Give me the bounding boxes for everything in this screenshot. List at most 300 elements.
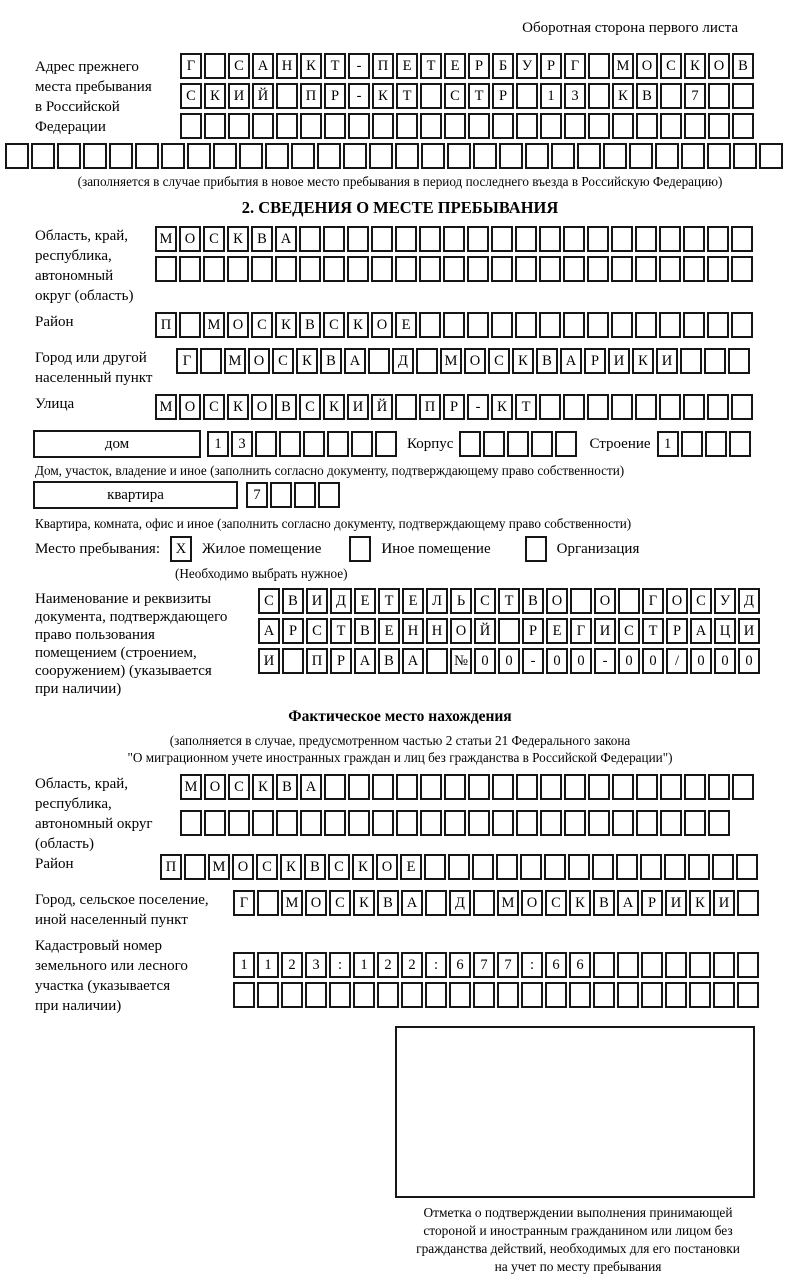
- grid-cell: [587, 226, 609, 252]
- grid-cell: К: [512, 348, 534, 374]
- stay-type-label: Место пребывания:: [35, 540, 160, 557]
- grid-cell: [563, 394, 585, 420]
- grid-cell: [516, 774, 538, 800]
- grid-cell: [588, 810, 610, 836]
- grid-cell: К: [227, 394, 249, 420]
- stay-option-organization-checkbox: [525, 536, 547, 562]
- grid-cell: [371, 226, 393, 252]
- grid-cell: [317, 143, 341, 169]
- grid-cell: Р: [282, 618, 304, 644]
- grid-cell: [611, 226, 633, 252]
- grid-cell: Р: [492, 83, 514, 109]
- grid-cell: 0: [546, 648, 568, 674]
- grid-cell: [371, 256, 393, 282]
- grid-cell: Р: [540, 53, 562, 79]
- grid-cell: В: [251, 226, 273, 252]
- grid-cell: [563, 312, 585, 338]
- grid-cell: [515, 312, 537, 338]
- grid-cell: [473, 890, 495, 916]
- grid-cell: Н: [402, 618, 424, 644]
- grid-cell: [737, 890, 759, 916]
- grid-cell: Г: [564, 53, 586, 79]
- grid-cell: [279, 431, 301, 457]
- grid-cell: [688, 854, 710, 880]
- document-label: Наименование и реквизиты документа, подтверждающего право пользования помещением (строением, сооружением) (указывается при наличии): [35, 591, 228, 697]
- grid-cell: К: [275, 312, 297, 338]
- house-note: Дом, участок, владение и иное (заполнить согласно документу, подтверждающему право собственности): [35, 463, 625, 478]
- prev-address-label: Адрес прежнего места пребывания в Российской Федерации: [35, 59, 152, 135]
- grid-cell: 0: [690, 648, 712, 674]
- grid-cell: [275, 256, 297, 282]
- grid-cell: А: [401, 890, 423, 916]
- grid-cell: О: [179, 226, 201, 252]
- cadastral-grid-row-1: [233, 952, 759, 978]
- grid-cell: [515, 226, 537, 252]
- grid-cell: 0: [618, 648, 640, 674]
- grid-cell: П: [372, 53, 394, 79]
- stay-option-other-label: Иное помещение: [381, 540, 491, 557]
- grid-cell: [587, 256, 609, 282]
- grid-cell: Д: [449, 890, 471, 916]
- grid-cell: -: [522, 648, 544, 674]
- grid-cell: [499, 143, 523, 169]
- grid-cell: [665, 952, 687, 978]
- grid-cell: И: [713, 890, 735, 916]
- grid-cell: [708, 83, 730, 109]
- grid-cell: К: [347, 312, 369, 338]
- grid-cell: [270, 482, 292, 508]
- korpus-label: Корпус: [407, 436, 454, 452]
- grid-cell: К: [684, 53, 706, 79]
- grid-cell: С: [203, 394, 225, 420]
- grid-cell: [593, 952, 615, 978]
- grid-cell: [564, 113, 586, 139]
- grid-cell: [83, 143, 107, 169]
- grid-cell: Н: [426, 618, 448, 644]
- grid-cell: [251, 256, 273, 282]
- grid-cell: [708, 810, 730, 836]
- grid-cell: [587, 312, 609, 338]
- grid-cell: [689, 952, 711, 978]
- grid-cell: Г: [233, 890, 255, 916]
- grid-cell: 0: [714, 648, 736, 674]
- grid-cell: 1: [540, 83, 562, 109]
- district-grid-row: [155, 312, 753, 338]
- grid-cell: [737, 952, 759, 978]
- grid-cell: [569, 982, 591, 1008]
- grid-cell: С: [299, 394, 321, 420]
- grid-cell: [448, 854, 470, 880]
- grid-cell: Е: [396, 53, 418, 79]
- grid-cell: [732, 113, 754, 139]
- grid-cell: [420, 774, 442, 800]
- grid-cell: У: [714, 588, 736, 614]
- grid-cell: [729, 431, 751, 457]
- grid-cell: Г: [176, 348, 198, 374]
- grid-cell: В: [378, 648, 400, 674]
- actual-city-grid-row: [233, 890, 759, 916]
- grid-cell: 1: [257, 952, 279, 978]
- confirmation-caption: Отметка о подтверждении выполнения принимающей стороной и иностранным гражданином или лицом без гражданства действий, необходимых для его постановки на учет по месту пребывания: [416, 1205, 740, 1274]
- grid-cell: О: [708, 53, 730, 79]
- grid-cell: [257, 982, 279, 1008]
- grid-cell: П: [306, 648, 328, 674]
- grid-cell: [707, 256, 729, 282]
- grid-cell: Е: [546, 618, 568, 644]
- grid-cell: М: [224, 348, 246, 374]
- grid-cell: [660, 113, 682, 139]
- actual-region-block: [0, 774, 800, 854]
- grid-cell: Т: [324, 53, 346, 79]
- grid-cell: О: [636, 53, 658, 79]
- grid-cell: [300, 810, 322, 836]
- grid-cell: [179, 312, 201, 338]
- grid-cell: [343, 143, 367, 169]
- grid-cell: [377, 982, 399, 1008]
- grid-cell: [161, 143, 185, 169]
- grid-cell: [733, 143, 757, 169]
- grid-cell: [425, 982, 447, 1008]
- grid-cell: [525, 143, 549, 169]
- grid-cell: Р: [584, 348, 606, 374]
- grid-cell: [318, 482, 340, 508]
- grid-cell: [659, 256, 681, 282]
- grid-cell: [759, 143, 783, 169]
- grid-cell: [707, 226, 729, 252]
- grid-cell: [491, 226, 513, 252]
- grid-cell: С: [203, 226, 225, 252]
- grid-cell: [323, 226, 345, 252]
- grid-cell: О: [666, 588, 688, 614]
- grid-cell: 2: [281, 952, 303, 978]
- grid-cell: [426, 648, 448, 674]
- grid-cell: [659, 226, 681, 252]
- grid-cell: А: [252, 53, 274, 79]
- grid-cell: 1: [353, 952, 375, 978]
- grid-cell: Е: [400, 854, 422, 880]
- grid-cell: [444, 774, 466, 800]
- grid-cell: Т: [378, 588, 400, 614]
- grid-cell: 3: [231, 431, 253, 457]
- grid-cell: М: [155, 394, 177, 420]
- prev-address-grid-row-3: [180, 113, 754, 139]
- grid-cell: [443, 226, 465, 252]
- grid-cell: [592, 854, 614, 880]
- grid-cell: [180, 810, 202, 836]
- grid-cell: И: [594, 618, 616, 644]
- grid-cell: [683, 226, 705, 252]
- grid-cell: -: [467, 394, 489, 420]
- grid-cell: [299, 256, 321, 282]
- document-grid-row-3: [258, 648, 760, 674]
- grid-cell: [472, 854, 494, 880]
- grid-cell: [184, 854, 206, 880]
- grid-cell: [372, 810, 394, 836]
- grid-cell: Р: [641, 890, 663, 916]
- grid-cell: С: [180, 83, 202, 109]
- prev-address-block: [0, 53, 800, 143]
- section2-title: 2. СВЕДЕНИЯ О МЕСТЕ ПРЕБЫВАНИЯ: [241, 198, 559, 217]
- grid-cell: М: [281, 890, 303, 916]
- grid-cell: [545, 982, 567, 1008]
- grid-cell: И: [656, 348, 678, 374]
- grid-cell: О: [546, 588, 568, 614]
- grid-cell: [252, 113, 274, 139]
- grid-cell: Т: [642, 618, 664, 644]
- grid-cell: [109, 143, 133, 169]
- grid-cell: [5, 143, 29, 169]
- grid-cell: И: [608, 348, 630, 374]
- grid-cell: [419, 226, 441, 252]
- grid-cell: [683, 394, 705, 420]
- grid-cell: [401, 982, 423, 1008]
- grid-cell: [492, 113, 514, 139]
- grid-cell: Ь: [450, 588, 472, 614]
- grid-cell: [539, 312, 561, 338]
- grid-cell: [507, 431, 529, 457]
- grid-cell: А: [258, 618, 280, 644]
- grid-cell: Н: [276, 53, 298, 79]
- stroenie-grid: [657, 431, 751, 457]
- grid-cell: И: [665, 890, 687, 916]
- grid-cell: [636, 810, 658, 836]
- grid-cell: [444, 113, 466, 139]
- grid-cell: А: [275, 226, 297, 252]
- grid-cell: 1: [233, 952, 255, 978]
- grid-cell: [659, 312, 681, 338]
- grid-cell: [731, 226, 753, 252]
- grid-cell: Т: [330, 618, 352, 644]
- grid-cell: 0: [570, 648, 592, 674]
- stay-option-other-checkbox: [349, 536, 371, 562]
- grid-cell: [347, 226, 369, 252]
- grid-cell: [496, 854, 518, 880]
- grid-cell: [444, 810, 466, 836]
- grid-cell: [421, 143, 445, 169]
- grid-cell: С: [444, 83, 466, 109]
- grid-cell: К: [632, 348, 654, 374]
- grid-cell: :: [329, 952, 351, 978]
- street-grid-row: [155, 394, 753, 420]
- grid-cell: [570, 588, 592, 614]
- grid-cell: В: [299, 312, 321, 338]
- grid-cell: Р: [468, 53, 490, 79]
- grid-cell: Р: [324, 83, 346, 109]
- grid-cell: [467, 256, 489, 282]
- grid-cell: Т: [515, 394, 537, 420]
- grid-cell: [396, 810, 418, 836]
- grid-cell: О: [179, 394, 201, 420]
- grid-cell: Р: [443, 394, 465, 420]
- grid-cell: В: [593, 890, 615, 916]
- grid-cell: [449, 982, 471, 1008]
- grid-cell: О: [204, 774, 226, 800]
- grid-cell: [443, 312, 465, 338]
- grid-cell: Ц: [714, 618, 736, 644]
- grid-cell: О: [227, 312, 249, 338]
- grid-cell: М: [180, 774, 202, 800]
- grid-cell: [520, 854, 542, 880]
- grid-cell: [497, 982, 519, 1008]
- grid-cell: 1: [657, 431, 679, 457]
- grid-cell: С: [323, 312, 345, 338]
- grid-cell: К: [352, 854, 374, 880]
- grid-cell: [563, 256, 585, 282]
- grid-cell: Г: [180, 53, 202, 79]
- grid-cell: [708, 774, 730, 800]
- grid-cell: 3: [305, 952, 327, 978]
- grid-cell: И: [738, 618, 760, 644]
- grid-cell: [712, 854, 734, 880]
- grid-cell: [372, 113, 394, 139]
- grid-cell: 2: [377, 952, 399, 978]
- grid-cell: С: [488, 348, 510, 374]
- grid-cell: [281, 982, 303, 1008]
- grid-cell: [660, 774, 682, 800]
- grid-cell: [396, 774, 418, 800]
- grid-cell: [347, 256, 369, 282]
- grid-cell: К: [252, 774, 274, 800]
- grid-cell: [635, 226, 657, 252]
- grid-cell: [516, 113, 538, 139]
- grid-cell: [155, 256, 177, 282]
- grid-cell: К: [353, 890, 375, 916]
- city-block: [0, 348, 800, 388]
- grid-cell: [539, 256, 561, 282]
- grid-cell: 6: [449, 952, 471, 978]
- grid-cell: Й: [474, 618, 496, 644]
- grid-cell: Т: [420, 53, 442, 79]
- grid-cell: [516, 810, 538, 836]
- grid-cell: [425, 890, 447, 916]
- grid-cell: [419, 312, 441, 338]
- grid-cell: Т: [468, 83, 490, 109]
- grid-cell: [348, 810, 370, 836]
- grid-cell: М: [497, 890, 519, 916]
- grid-cell: [728, 348, 750, 374]
- grid-cell: [204, 810, 226, 836]
- grid-cell: [705, 431, 727, 457]
- grid-cell: И: [228, 83, 250, 109]
- grid-cell: [420, 113, 442, 139]
- grid-cell: [291, 143, 315, 169]
- grid-cell: О: [251, 394, 273, 420]
- grid-cell: [255, 431, 277, 457]
- grid-cell: Р: [330, 648, 352, 674]
- grid-cell: [732, 774, 754, 800]
- grid-cell: [276, 113, 298, 139]
- grid-cell: Й: [252, 83, 274, 109]
- grid-cell: [611, 312, 633, 338]
- grid-cell: [640, 854, 662, 880]
- grid-cell: [684, 113, 706, 139]
- grid-cell: [327, 431, 349, 457]
- actual-city-block: [0, 890, 800, 930]
- grid-cell: 7: [473, 952, 495, 978]
- grid-cell: О: [594, 588, 616, 614]
- grid-cell: А: [690, 618, 712, 644]
- grid-cell: К: [612, 83, 634, 109]
- grid-cell: [684, 774, 706, 800]
- grid-cell: [57, 143, 81, 169]
- grid-cell: К: [296, 348, 318, 374]
- grid-cell: [305, 982, 327, 1008]
- grid-cell: П: [300, 83, 322, 109]
- grid-cell: [636, 774, 658, 800]
- grid-cell: [665, 982, 687, 1008]
- grid-cell: С: [474, 588, 496, 614]
- grid-cell: [473, 982, 495, 1008]
- grid-cell: [736, 854, 758, 880]
- grid-cell: [282, 648, 304, 674]
- grid-cell: [204, 53, 226, 79]
- grid-cell: [395, 256, 417, 282]
- apartment-number-grid: [246, 482, 340, 508]
- grid-cell: [396, 113, 418, 139]
- grid-cell: [323, 256, 345, 282]
- grid-cell: [468, 774, 490, 800]
- grid-cell: К: [204, 83, 226, 109]
- grid-cell: О: [450, 618, 472, 644]
- grid-cell: [515, 256, 537, 282]
- grid-cell: [603, 143, 627, 169]
- grid-cell: [617, 982, 639, 1008]
- region-label: Область, край, республика, автономный округ (область): [35, 228, 134, 304]
- grid-cell: [491, 312, 513, 338]
- confirmation-stamp-box: [395, 1026, 755, 1198]
- grid-cell: В: [377, 890, 399, 916]
- grid-cell: [468, 113, 490, 139]
- grid-cell: [551, 143, 575, 169]
- grid-cell: С: [690, 588, 712, 614]
- grid-cell: [420, 810, 442, 836]
- grid-cell: [588, 53, 610, 79]
- grid-cell: -: [594, 648, 616, 674]
- grid-cell: [731, 394, 753, 420]
- grid-cell: О: [248, 348, 270, 374]
- grid-cell: В: [536, 348, 558, 374]
- actual-district-block: [0, 854, 800, 884]
- prev-address-note: (заполняется в случае прибытия в новое место пребывания в период последнего въезда в Российскую Федерацию): [77, 174, 723, 189]
- grid-cell: [369, 143, 393, 169]
- grid-cell: [683, 256, 705, 282]
- grid-cell: [424, 854, 446, 880]
- stay-option-organization-label: Организация: [556, 540, 640, 557]
- page-side-note: Оборотная сторона первого листа: [522, 20, 738, 36]
- grid-cell: №: [450, 648, 472, 674]
- actual-city-label: Город, сельское поселение, иной населенный пункт: [35, 892, 209, 928]
- grid-cell: [593, 982, 615, 1008]
- grid-cell: [353, 982, 375, 1008]
- grid-cell: С: [256, 854, 278, 880]
- stay-type-row: [35, 536, 800, 562]
- grid-cell: [276, 83, 298, 109]
- actual-district-label: Район: [35, 856, 74, 872]
- grid-cell: П: [160, 854, 182, 880]
- grid-cell: [655, 143, 679, 169]
- grid-cell: Д: [738, 588, 760, 614]
- grid-cell: [707, 143, 731, 169]
- grid-cell: [660, 810, 682, 836]
- prev-address-grid-row-1: [180, 53, 754, 79]
- grid-cell: [659, 394, 681, 420]
- grid-cell: [707, 312, 729, 338]
- grid-cell: [467, 226, 489, 252]
- grid-cell: А: [402, 648, 424, 674]
- grid-cell: С: [258, 588, 280, 614]
- house-number-grid: [207, 431, 397, 457]
- grid-cell: А: [354, 648, 376, 674]
